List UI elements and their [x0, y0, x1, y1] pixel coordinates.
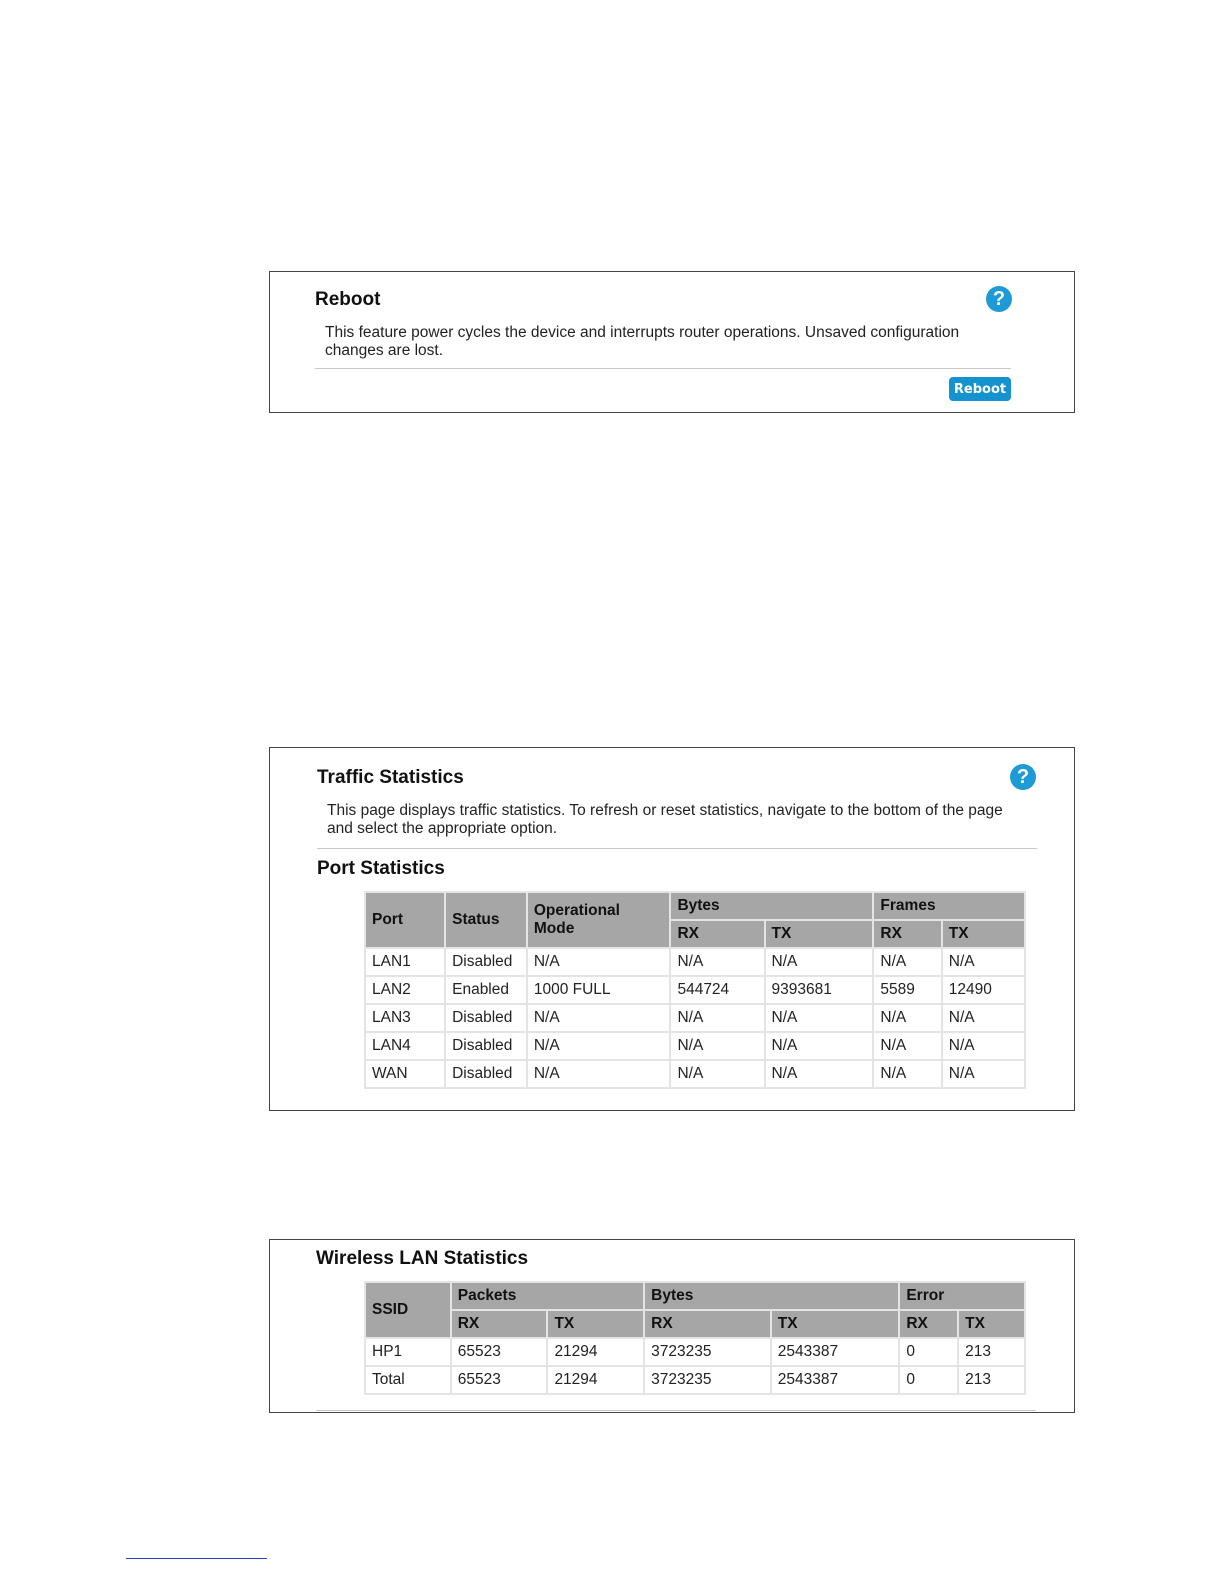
column-header-bytes-rx: RX: [671, 921, 763, 947]
table-cell: N/A: [943, 1005, 1024, 1031]
divider: [315, 368, 1011, 369]
column-header-error-tx: TX: [959, 1311, 1024, 1337]
reboot-panel: [269, 271, 1075, 413]
table-cell: LAN2: [366, 977, 444, 1003]
port-statistics-table: [364, 891, 1026, 1089]
table-cell: Disabled: [446, 949, 526, 975]
table-cell: 12490: [943, 977, 1024, 1003]
wireless-lan-statistics-title: Wireless LAN Statistics: [316, 1248, 529, 1269]
footnote-rule: [126, 1558, 267, 1559]
port-statistics-title: Port Statistics: [317, 858, 445, 879]
table-cell: HP1: [366, 1339, 450, 1365]
table-cell: N/A: [943, 949, 1024, 975]
table-cell: 5589: [874, 977, 940, 1003]
column-header-error: Error: [900, 1283, 1024, 1309]
help-icon[interactable]: ?: [1010, 764, 1036, 790]
table-cell: 0: [900, 1367, 957, 1393]
table-cell: 2543387: [772, 1339, 899, 1365]
table-cell: 9393681: [766, 977, 873, 1003]
table-cell: N/A: [874, 1033, 940, 1059]
table-cell: N/A: [528, 949, 670, 975]
reboot-button[interactable]: Reboot: [949, 377, 1011, 401]
column-header-status: Status: [446, 893, 526, 947]
table-cell: LAN4: [366, 1033, 444, 1059]
table-cell: 213: [959, 1367, 1024, 1393]
table-cell: 2543387: [772, 1367, 899, 1393]
table-cell: Disabled: [446, 1061, 526, 1087]
table-cell: Enabled: [446, 977, 526, 1003]
table-row: [366, 1367, 1024, 1393]
table-cell: Total: [366, 1367, 450, 1393]
table-cell: N/A: [766, 1005, 873, 1031]
table-cell: N/A: [671, 1061, 763, 1087]
table-row: [366, 1033, 1024, 1059]
table-cell: N/A: [943, 1061, 1024, 1087]
table-cell: N/A: [671, 1033, 763, 1059]
reboot-description-line: changes are lost.: [325, 342, 444, 359]
table-row: [366, 949, 1024, 975]
table-row: [366, 977, 1024, 1003]
reboot-title: Reboot: [315, 289, 381, 310]
column-header-bytes-rx: RX: [645, 1311, 770, 1337]
table-cell: 1000 FULL: [528, 977, 670, 1003]
table-cell: N/A: [766, 1033, 873, 1059]
table-cell: N/A: [671, 949, 763, 975]
column-header-bytes-tx: TX: [772, 1311, 899, 1337]
table-cell: Disabled: [446, 1033, 526, 1059]
table-row: [366, 1339, 1024, 1365]
help-icon[interactable]: ?: [986, 286, 1012, 312]
table-cell: 0: [900, 1339, 957, 1365]
table-cell: 3723235: [645, 1339, 770, 1365]
reboot-description-line: This feature power cycles the device and interrupts router operations. Unsaved configuration: [325, 324, 960, 341]
wireless-lan-statistics-panel: [269, 1239, 1075, 1413]
table-cell: N/A: [766, 949, 873, 975]
table-cell: 544724: [671, 977, 763, 1003]
table-cell: LAN3: [366, 1005, 444, 1031]
column-header-packets-tx: TX: [548, 1311, 643, 1337]
table-cell: 3723235: [645, 1367, 770, 1393]
traffic-description-line: and select the appropriate option.: [327, 820, 558, 837]
table-cell: 21294: [548, 1339, 643, 1365]
wireless-statistics-table: [364, 1281, 1026, 1395]
table-cell: N/A: [528, 1061, 670, 1087]
reboot-description: [325, 324, 1045, 360]
table-cell: N/A: [874, 1005, 940, 1031]
column-header-bytes: Bytes: [645, 1283, 898, 1309]
table-cell: N/A: [943, 1033, 1024, 1059]
column-header-bytes-tx: TX: [766, 921, 873, 947]
traffic-description: [327, 802, 1047, 838]
table-cell: 213: [959, 1339, 1024, 1365]
divider: [316, 1410, 1036, 1411]
traffic-description-line: This page displays traffic statistics. To refresh or reset statistics, navigate to the bottom of the page: [327, 802, 1003, 819]
table-cell: 21294: [548, 1367, 643, 1393]
column-header-ssid: SSID: [366, 1283, 450, 1337]
table-cell: 65523: [452, 1367, 547, 1393]
table-row: [366, 1005, 1024, 1031]
table-row: [366, 1061, 1024, 1087]
column-header-port: Port: [366, 893, 444, 947]
column-header-bytes: Bytes: [671, 893, 872, 919]
table-cell: N/A: [766, 1061, 873, 1087]
column-header-packets: Packets: [452, 1283, 643, 1309]
column-header-frames: Frames: [874, 893, 1024, 919]
table-cell: N/A: [671, 1005, 763, 1031]
table-cell: WAN: [366, 1061, 444, 1087]
table-cell: LAN1: [366, 949, 444, 975]
column-header-operational-mode: Operational Mode: [528, 893, 670, 947]
table-cell: Disabled: [446, 1005, 526, 1031]
divider: [317, 848, 1037, 849]
column-header-frames-rx: RX: [874, 921, 940, 947]
table-cell: 65523: [452, 1339, 547, 1365]
column-header-frames-tx: TX: [943, 921, 1024, 947]
table-cell: N/A: [874, 1061, 940, 1087]
traffic-statistics-panel: [269, 747, 1075, 1111]
column-header-packets-rx: RX: [452, 1311, 547, 1337]
traffic-statistics-title: Traffic Statistics: [317, 767, 464, 788]
table-cell: N/A: [874, 949, 940, 975]
table-cell: N/A: [528, 1005, 670, 1031]
column-header-error-rx: RX: [900, 1311, 957, 1337]
table-cell: N/A: [528, 1033, 670, 1059]
